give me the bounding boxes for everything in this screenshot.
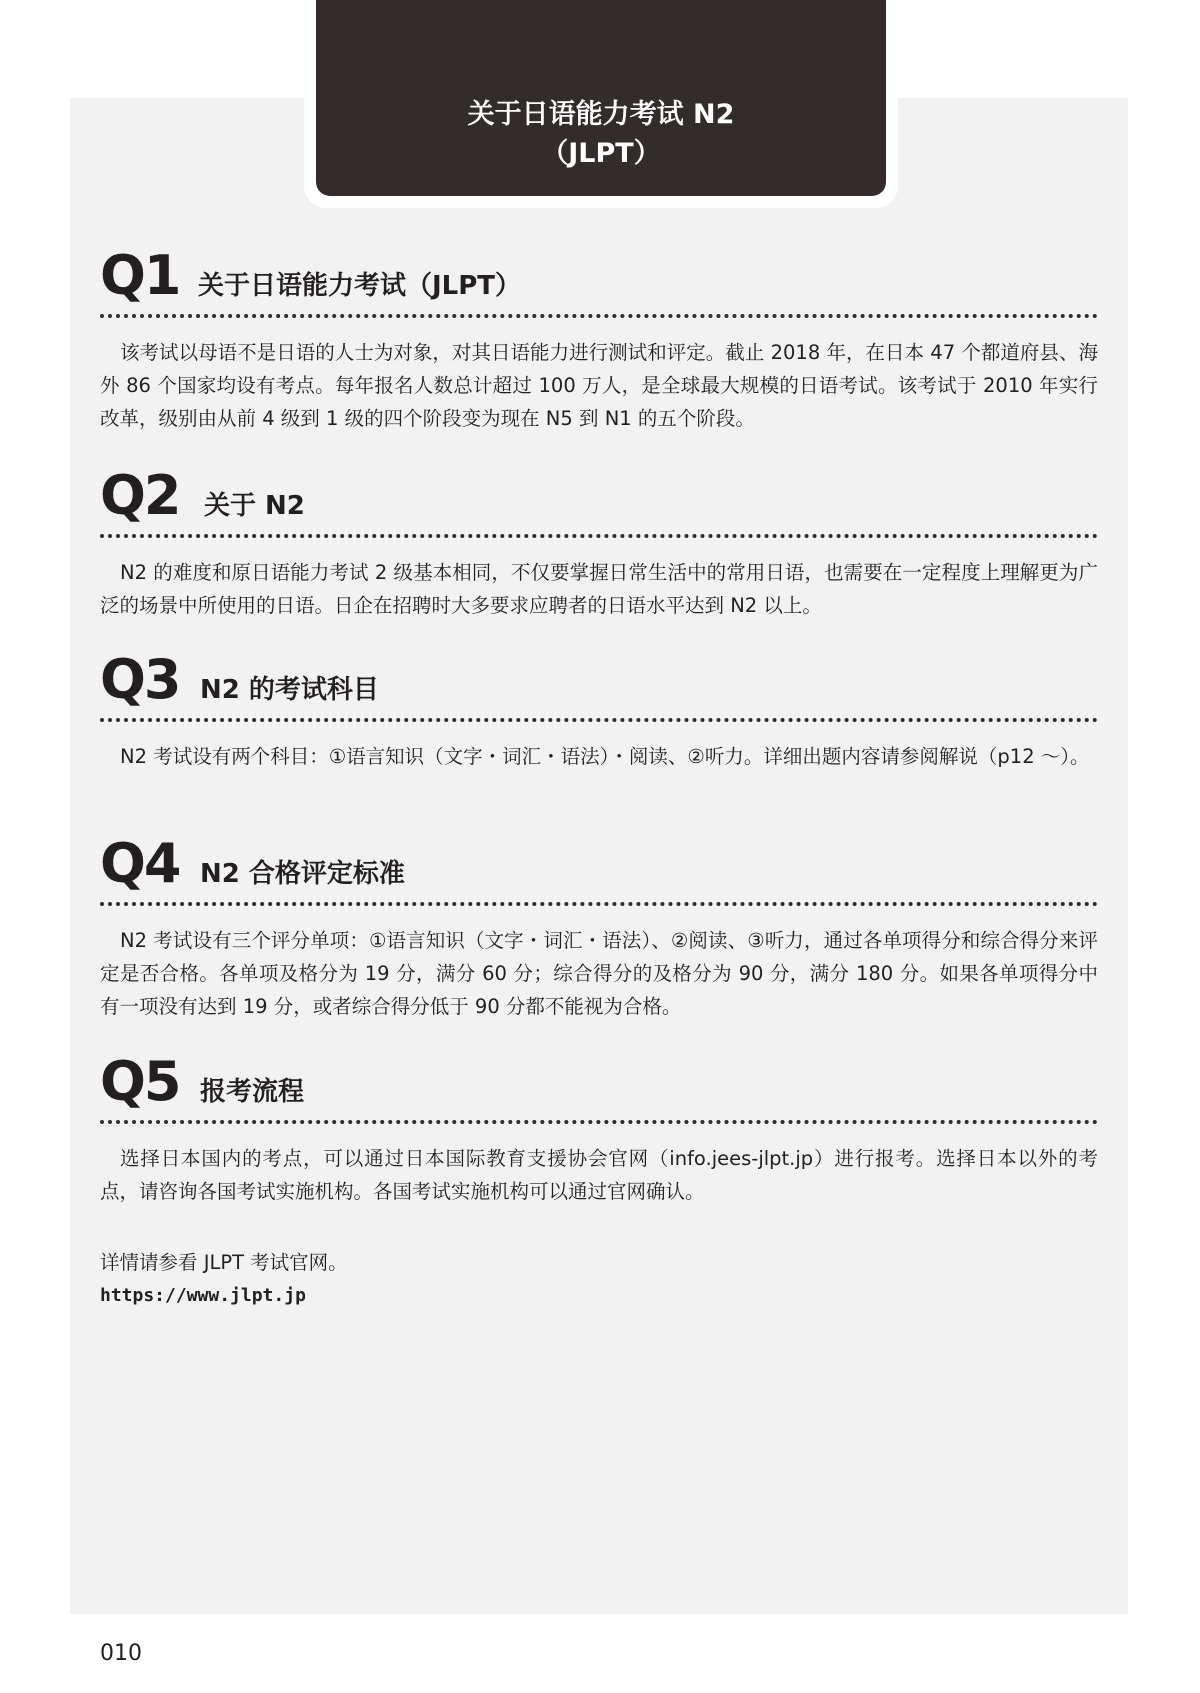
section-title: N2 的考试科目: [200, 675, 379, 705]
section-q1: [100, 240, 1098, 435]
official-site-url: https://www.jlpt.jp: [100, 1285, 306, 1306]
footer-note: 详情请参看 JLPT 考试官网。: [100, 1251, 348, 1274]
page-title: 关于日语能力考试 N2: [467, 99, 735, 130]
page-subtitle: （JLPT）: [541, 138, 661, 169]
section-heading: [100, 828, 1098, 894]
question-mark: Q3: [100, 648, 180, 711]
section-q4: [100, 828, 1098, 1023]
section-heading: [100, 644, 1098, 710]
section-title: N2 合格评定标准: [200, 859, 405, 889]
section-q5: [100, 1046, 1098, 1208]
section-q2: [100, 460, 1098, 622]
question-mark: Q1: [100, 244, 180, 307]
dotted-divider: [100, 1120, 1098, 1124]
dotted-divider: [100, 314, 1098, 318]
section-q3: [100, 644, 1098, 773]
section-body: N2 考试设有三个评分单项：①语言知识（文字・词汇・语法）、②阅读、③听力，通过各单项得分和综合得分来评定是否合格。各单项及格分为 19 分，满分 60 分；综合得分的及格分为 90 分，满分 180 分。如果各单项得分中有一项没有达到 19 分，或者综合得分低于 90 分都不能视为合格。: [100, 929, 1098, 1018]
section-title: 报考流程: [200, 1077, 305, 1107]
section-body: 该考试以母语不是日语的人士为对象，对其日语能力进行测试和评定。截止 2018 年，在日本 47 个都道府县、海外 86 个国家均设有考点。每年报名人数总计超过 100 万人，是全球最大规模的日语考试。该考试于 2010 年实行改革，级别由从前 4 级到 1 级的四个阶段变为现在 N5 到 N1 的五个阶段。: [100, 341, 1098, 430]
question-mark: Q5: [100, 1050, 180, 1113]
section-body: N2 的难度和原日语能力考试 2 级基本相同，不仅要掌握日常生活中的常用日语，也需要在一定程度上理解更为广泛的场景中所使用的日语。日企在招聘时大多要求应聘者的日语水平达到 N2 以上。: [100, 561, 1098, 617]
section-title: 关于日语能力考试（JLPT）: [198, 271, 522, 301]
dotted-divider: [100, 534, 1098, 538]
dotted-divider: [100, 902, 1098, 906]
section-heading: [100, 240, 1098, 306]
dotted-divider: [100, 718, 1098, 722]
section-title: 关于 N2: [204, 491, 305, 521]
section-body: N2 考试设有两个科目：①语言知识（文字・词汇・语法）・阅读、②听力。详细出题内容请参阅解说（p12 〜）。: [120, 745, 1090, 768]
section-heading: [100, 460, 1098, 526]
section-body: 选择日本国内的考点，可以通过日本国际教育支援协会官网（info.jees-jlpt.jp）进行报考。选择日本以外的考点，请咨询各国考试实施机构。各国考试实施机构可以通过官网确认。: [100, 1147, 1098, 1203]
page-number: 010: [100, 1641, 142, 1666]
page-header: [316, 0, 886, 196]
section-heading: [100, 1046, 1098, 1112]
question-mark: Q2: [100, 464, 180, 527]
question-mark: Q4: [100, 832, 180, 895]
